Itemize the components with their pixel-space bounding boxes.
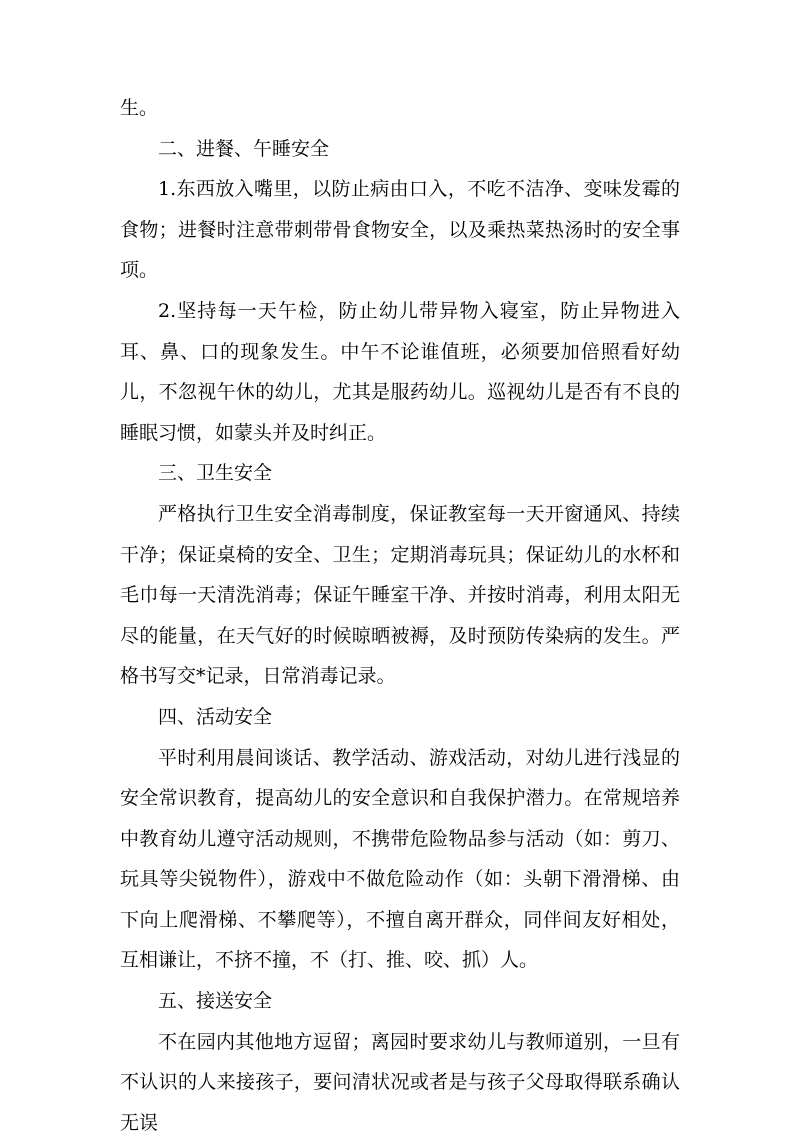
paragraph-pickup: 不在园内其他地方逗留；离园时要求幼儿与教师道别，一旦有不认识的人来接孩子，要问清状况或者是与孩子父母取得联系确认无误 bbox=[120, 1030, 680, 1134]
section-heading-hygiene-safety: 三、卫生安全 bbox=[158, 462, 273, 485]
paragraph-nap-check: 2.坚持每一天午检，防止幼儿带异物入寝室，防止异物进入耳、鼻、口的现象发生。中午不论谁值班，必须要加倍照看好幼儿，不忽视午休的幼儿，尤其是服药幼儿。巡视幼儿是否有不良的睡眠习惯，如蒙头并及时纠正。 bbox=[120, 299, 680, 444]
section-heading-activity-safety: 四、活动安全 bbox=[158, 705, 273, 728]
paragraph-activity: 平时利用晨间谈话、教学活动、游戏活动，对幼儿进行浅显的安全常识教育，提高幼儿的安全意识和自我保护潜力。在常规培养中教育幼儿遵守活动规则，不携带危险物品参与活动（如：剪刀、玩具等尖锐物件），游戏中不做危险动作（如：头朝下滑滑梯、由下向上爬滑梯、不攀爬等），不擅自离开群众，同伴间友好相处，互相谦让，不挤不撞，不（打、推、咬、抓）人。 bbox=[120, 746, 680, 972]
paragraph-continuation: 生。 bbox=[120, 97, 159, 119]
paragraph-hygiene: 严格执行卫生安全消毒制度，保证教室每一天开窗通风、持续干净；保证桌椅的安全、卫生；定期消毒玩具；保证幼儿的水杯和毛巾每一天清洗消毒；保证午睡室干净、并按时消毒，利用太阳无尽的能量，在天气好的时候晾晒被褥，及时预防传染病的发生。严格书写交*记录，日常消毒记录。 bbox=[120, 502, 680, 688]
paragraph-eating-safety: 1.东西放入嘴里，以防止病由口入，不吃不洁净、变味发霉的食物；进餐时注意带刺带骨食物安全，以及乘热菜热汤时的安全事项。 bbox=[120, 178, 680, 282]
section-heading-meal-nap-safety: 二、进餐、午睡安全 bbox=[158, 137, 330, 160]
section-heading-pickup-safety: 五、接送安全 bbox=[158, 990, 273, 1013]
document-body bbox=[120, 88, 680, 1143]
